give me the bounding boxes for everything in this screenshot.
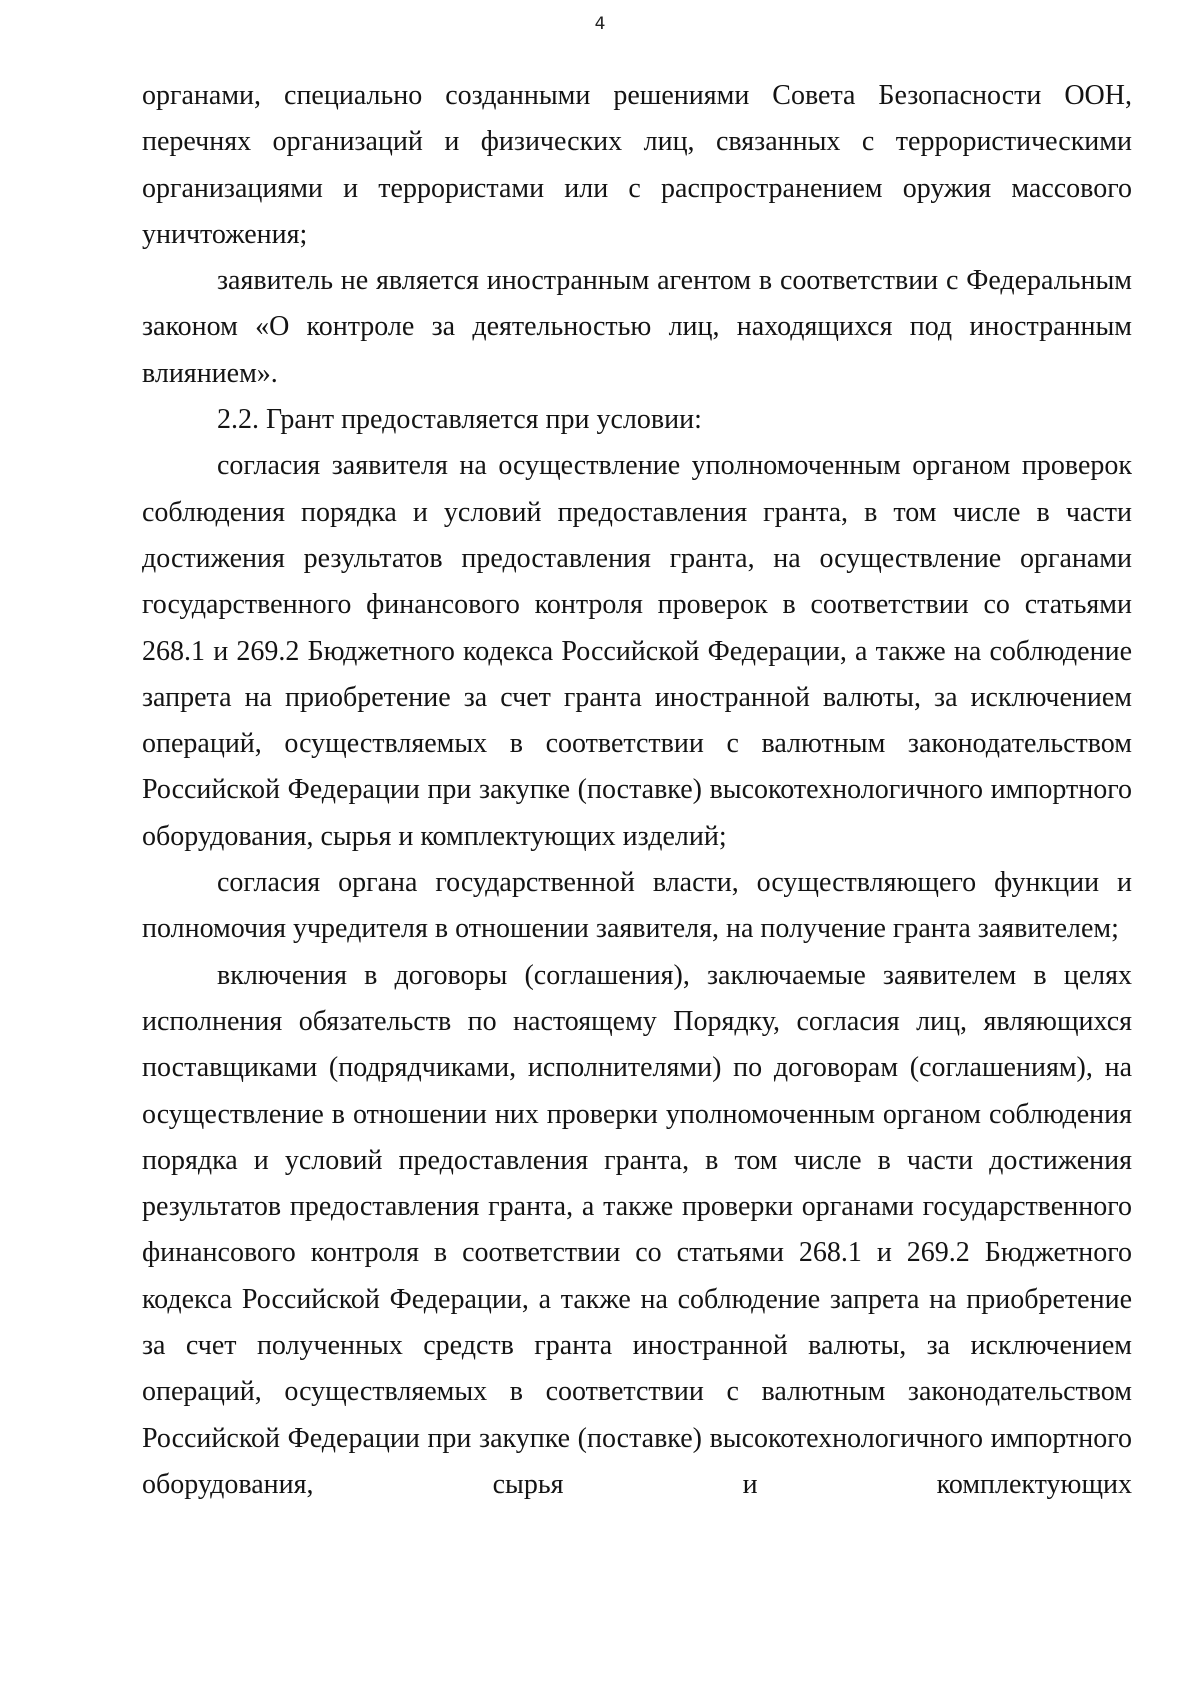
paragraph-continuation: органами, специально созданными решениями Совета Безопасности ООН, перечнях организаций и физических лиц, связанных с террористическими организациями и террористами или с распространением оружия массового уничтожения;	[142, 80, 1132, 250]
paragraph-inspection-consent: согласия заявителя на осуществление уполномоченным органом проверок соблюдения порядка и условий предоставления гранта, в том числе в части достижения результатов предоставления гранта, на осуществление органами государственного финансового контроля проверок в соответствии со статьями 268.1 и 269.2 Бюджетного кодекса Российской Федерации, а также на соблюдение запрета на приобретение за счет гранта иностранной валюты, за исключением операций, осуществляемых в соответствии с валютным законодательством Российской Федерации при закупке (поставке) высокотехнологичного импортного оборудования, сырья и комплектующих изделий;	[142, 450, 1132, 852]
section-heading-2-2: 2.2. Грант предоставляется при условии:	[217, 404, 702, 436]
paragraph-foreign-agent: заявитель не является иностранным агентом в соответствии с Федеральным законом «О контроле за деятельностью лиц, находящихся под иностранным влиянием».	[142, 265, 1132, 389]
paragraph-founder-consent: согласия органа государственной власти, осуществляющего функции и полномочия учредителя в отношении заявителя, на получение гранта заявителем;	[142, 867, 1132, 945]
paragraph-contracts-consent: включения в договоры (соглашения), заключаемые заявителем в целях исполнения обязательств по настоящему Порядку, согласия лиц, являющихся поставщиками (подрядчиками, исполнителями) по договорам (соглашениям), на осуществление в отношении них проверки уполномоченным органом соблюдения порядка и условий предоставления гранта, в том числе в части достижения результатов предоставления гранта, а также проверки органами государственного финансового контроля в соответствии со статьями 268.1 и 269.2 Бюджетного кодекса Российской Федерации, а также на соблюдение запрета на приобретение за счет полученных средств гранта иностранной валюты, за исключением операций, осуществляемых в соответствии с валютным законодательством Российской Федерации при закупке (поставке) высокотехнологичного импортного оборудования, сырья и комплектующих	[142, 959, 1132, 1500]
document-body	[142, 73, 1132, 1508]
page-number: 4	[594, 14, 606, 34]
